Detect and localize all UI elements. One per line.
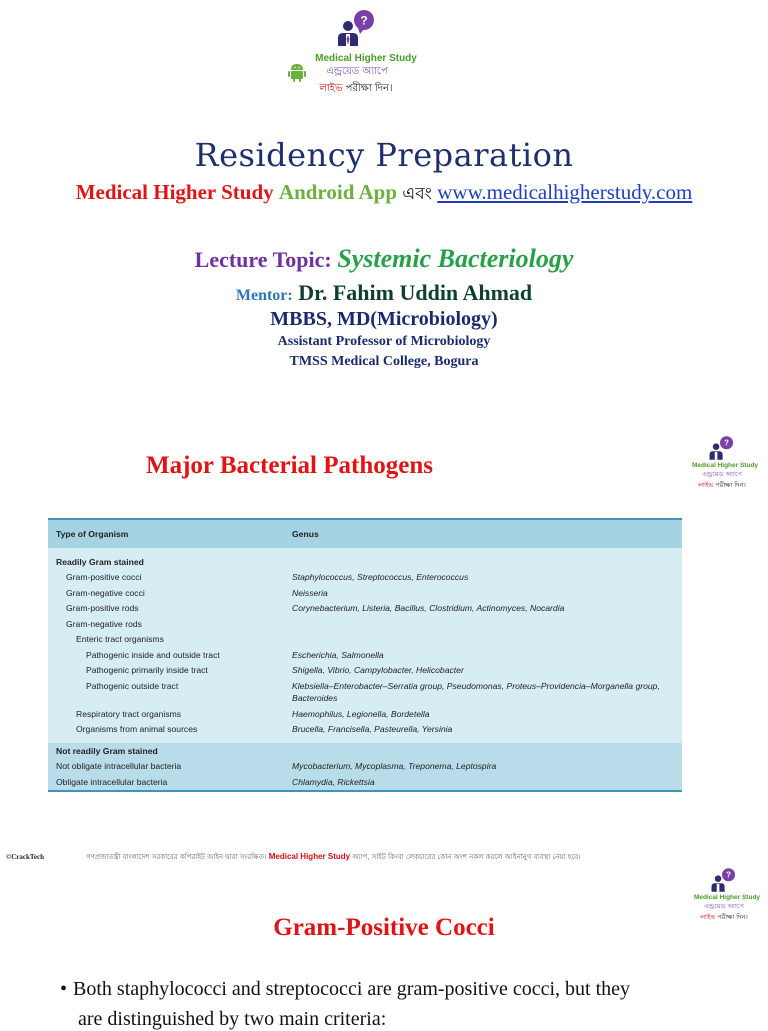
type-cell: Pathogenic primarily inside tract xyxy=(86,665,208,675)
topic-value: Systemic Bacteriology xyxy=(337,244,574,273)
type-cell: Not obligate intracellular bacteria xyxy=(48,759,292,775)
logo-top xyxy=(284,8,424,98)
logo-icon xyxy=(328,8,380,53)
copyright-notice xyxy=(86,851,726,863)
type-cell: Pathogenic inside and outside tract xyxy=(86,649,220,660)
logo-slide2 xyxy=(674,434,766,491)
table-row xyxy=(48,663,682,679)
table-row xyxy=(48,774,682,791)
notice-pre: গণপ্রজাতন্ত্রী বাংলাদেশ সরকারের কপিরাইট আইন দ্বারা সংরক্ষিত। xyxy=(86,853,269,861)
col-header-genus: Genus xyxy=(292,519,682,548)
table-row xyxy=(48,570,682,586)
gpc-heading: Gram-Positive Cocci xyxy=(273,914,495,941)
mentor-label: Mentor: xyxy=(235,287,293,304)
logo-brand: Medical Higher Study xyxy=(691,462,759,469)
subtitle-brand: Medical Higher Study xyxy=(75,180,274,204)
type-cell: Gram-positive rods xyxy=(66,603,139,613)
svg-text:?: ? xyxy=(360,13,368,28)
logo-cta-live: লাইভ xyxy=(319,83,343,94)
table-row xyxy=(48,585,682,601)
subtitle-app: Android App xyxy=(278,180,398,204)
subtitle-and: এবং xyxy=(402,184,432,204)
logo-tagline: এন্ড্রয়েড অ্যাপে xyxy=(704,902,744,910)
person-question-icon xyxy=(703,434,737,462)
table-row xyxy=(48,601,682,617)
logo-tagline: এন্ড্রয়েড অ্যাপে xyxy=(702,470,742,478)
logo-brand: Medical Higher Study xyxy=(315,53,417,64)
genus-cell xyxy=(292,616,682,632)
logo-cta-rest: পরীক্ষা দিন। xyxy=(713,481,746,489)
logo-cta xyxy=(698,480,746,491)
logo-cta xyxy=(319,81,392,98)
genus-cell: Brucella, Francisella, Pasteurella, Yersinia xyxy=(292,724,453,734)
table-row xyxy=(48,759,682,775)
mentor-degree: MBBS, MD(Microbiology) xyxy=(270,308,498,330)
genus-cell: Escherichia, Salmonella xyxy=(292,649,384,660)
table-row xyxy=(48,616,682,632)
type-cell: Readily Gram stained xyxy=(56,556,144,567)
person-question-icon xyxy=(705,866,739,894)
logo-tagline: এন্ড্রয়েড অ্যাপে xyxy=(326,66,388,77)
type-cell: Gram-negative cocci xyxy=(66,587,145,598)
genus-cell: Corynebacterium, Listeria, Bacillus, Clostridium, Actinomyces, Nocardia xyxy=(292,603,565,613)
table-row xyxy=(48,722,682,738)
logo-cta-live: লাইভ xyxy=(700,913,716,921)
type-cell: Gram-positive cocci xyxy=(66,572,142,582)
table-row xyxy=(48,743,682,759)
type-cell: Enteric tract organisms xyxy=(76,634,164,644)
table-header-row xyxy=(48,519,682,548)
logo-brand: Medical Higher Study xyxy=(693,894,761,901)
genus-cell: Haemophilus, Legionella, Bordetella xyxy=(292,708,430,719)
lecture-topic xyxy=(0,244,768,274)
type-cell: Not readily Gram stained xyxy=(48,743,292,759)
col-header-type: Type of Organism xyxy=(48,519,292,548)
credit-text: ©CrackTech xyxy=(6,853,45,861)
genus-cell: Chlamydia, Rickettsia xyxy=(292,774,682,791)
genus-cell: Shigella, Vibrio, Campylobacter, Helicobacter xyxy=(292,665,464,675)
mentor xyxy=(0,280,768,306)
table-row xyxy=(48,647,682,663)
android-icon xyxy=(288,62,306,82)
type-cell: Pathogenic outside tract xyxy=(86,680,179,691)
svg-text:?: ? xyxy=(726,870,731,880)
type-cell: Gram-negative rods xyxy=(66,618,142,629)
page-title: Residency Preparation xyxy=(194,136,574,174)
logo-cta-live: লাইভ xyxy=(698,481,714,489)
genus-cell xyxy=(292,632,682,648)
genus-cell xyxy=(292,554,682,570)
bullet-continuation: are distinguished by two main criteria: xyxy=(78,1008,387,1030)
person-question-icon xyxy=(328,8,380,48)
notice-brand: Medical Higher Study xyxy=(268,852,351,861)
svg-text:?: ? xyxy=(724,438,729,448)
bullet-mark: • xyxy=(60,978,68,1000)
type-cell: Respiratory tract organisms xyxy=(76,708,182,719)
mentor-name: Dr. Fahim Uddin Ahmad xyxy=(298,280,533,305)
mentor-position: Assistant Professor of Microbiology xyxy=(277,334,491,349)
table-row xyxy=(48,678,682,706)
bullet-point xyxy=(60,978,724,1001)
type-cell: Organisms from animal sources xyxy=(76,724,198,734)
logo-cta-rest: পরীক্ষা দিন। xyxy=(342,83,393,94)
topic-label: Lecture Topic: xyxy=(194,247,332,272)
mentor-college: TMSS Medical College, Bogura xyxy=(289,354,479,369)
notice-post: অ্যাপ, সাইট কিংবা লেকচারের কোন অংশ নকল করলে আইনানুগ ব্যবস্থা নেয়া হবে। xyxy=(350,853,581,861)
genus-cell: Mycobacterium, Mycoplasma, Treponema, Leptospira xyxy=(292,759,682,775)
table-row xyxy=(48,706,682,722)
table-row xyxy=(48,554,682,570)
genus-cell: Staphylococcus, Streptococcus, Enterococcus xyxy=(292,572,469,582)
table-row xyxy=(48,632,682,648)
bullet-text: Both staphylococci and streptococci are gram-positive cocci, but they xyxy=(73,978,631,1000)
pathogens-heading: Major Bacterial Pathogens xyxy=(146,452,433,479)
type-cell: Obligate intracellular bacteria xyxy=(48,774,292,791)
logo-cta-rest: পরীক্ষা দিন। xyxy=(715,913,748,921)
website-link[interactable]: www.medicalhigherstudy.com xyxy=(437,180,693,204)
genus-cell: Neisseria xyxy=(292,587,328,598)
pathogen-table xyxy=(48,518,682,792)
genus-cell xyxy=(292,743,682,759)
subtitle xyxy=(0,180,768,209)
genus-cell: Klebsiella–Enterobacter–Serratia group, Pseudomonas, Proteus–Providencia–Morganella group, Bacteroides xyxy=(292,680,660,703)
